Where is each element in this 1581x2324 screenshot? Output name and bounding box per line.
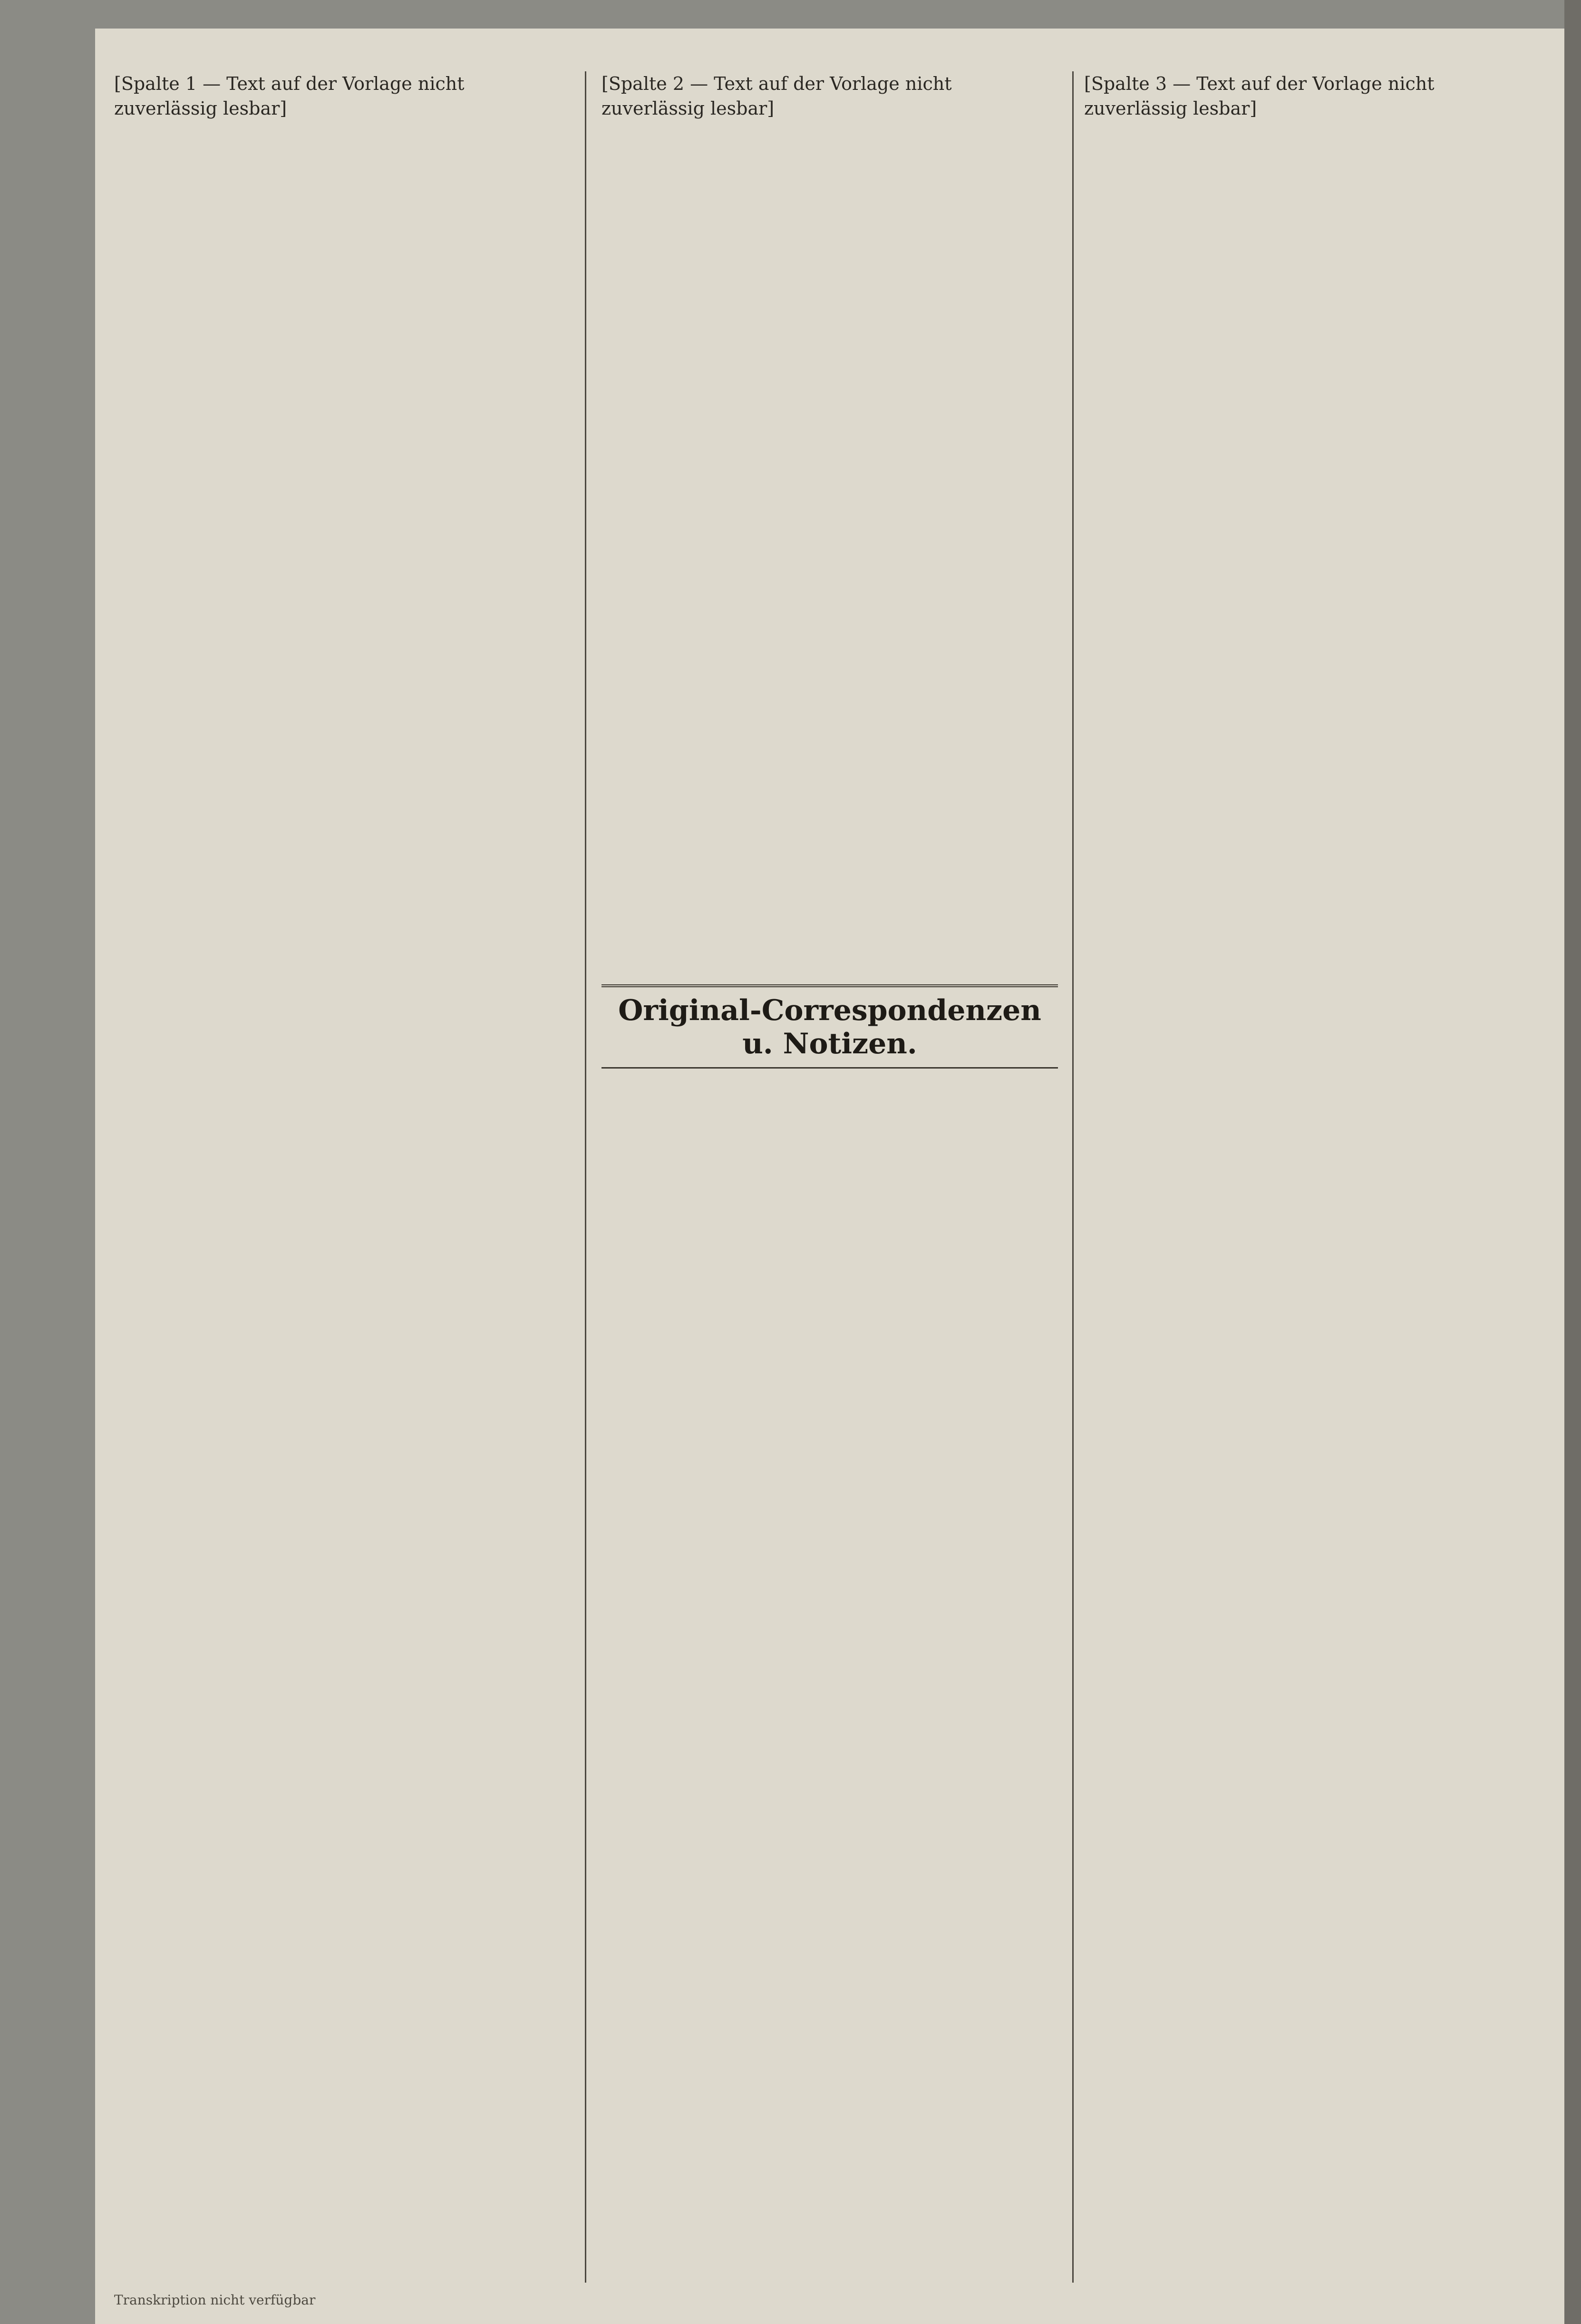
column-rule (1072, 71, 1074, 2283)
column-rule (585, 71, 586, 2283)
newspaper-page (95, 29, 1581, 2324)
column-1: [Spalte 1 — Text auf der Vorlage nicht zuverlässig lesbar] (114, 73, 465, 119)
binding-edge (1564, 0, 1581, 2324)
column-3: [Spalte 3 — Text auf der Vorlage nicht zuverlässig lesbar] (1084, 73, 1435, 119)
section-header: Original-Correspondenzen u. Notizen. (601, 984, 1058, 1069)
column-2: [Spalte 2 — Text auf der Vorlage nicht zuverlässig lesbar] (601, 73, 952, 119)
transcription-note: Transkription nicht verfügbar (114, 2292, 316, 2308)
